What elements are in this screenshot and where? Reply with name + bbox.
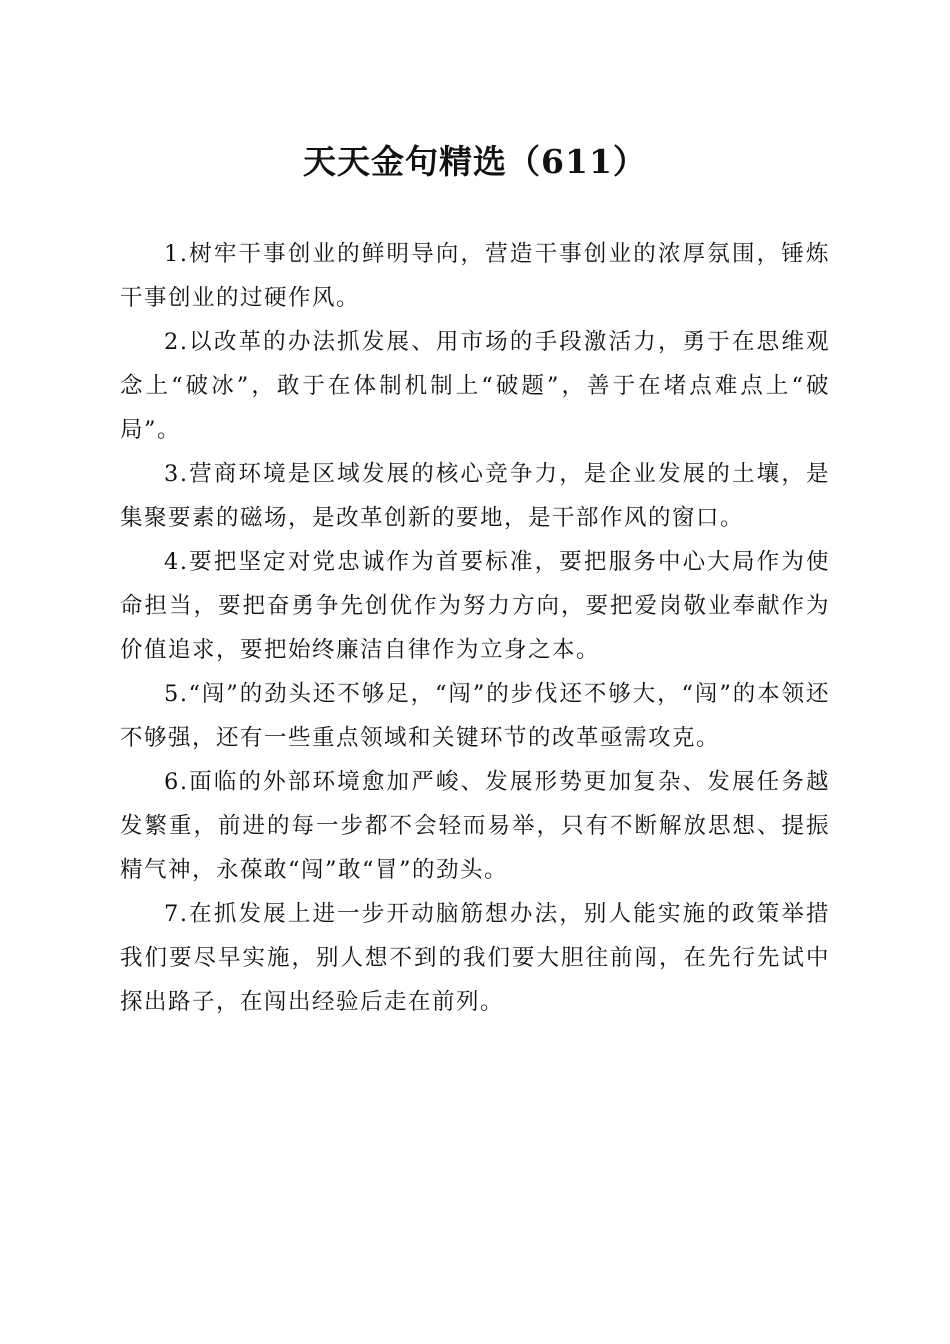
paragraph-1: 1.树牢干事创业的鲜明导向，营造干事创业的浓厚氛围，锤炼干事创业的过硬作风。 xyxy=(120,241,830,311)
paragraph-7: 7.在抓发展上进一步开动脑筋想办法，别人能实施的政策举措我们要尽早实施，别人想不到的我们要大胆往前闯，在先行先试中探出路子，在闯出经验后走在前列。 xyxy=(120,901,830,1015)
paragraph-2: 2.以改革的办法抓发展、用市场的手段激活力，勇于在思维观念上“破冰”，敢于在体制机制上“破题”，善于在堵点难点上“破局”。 xyxy=(120,329,830,443)
document-body xyxy=(120,232,830,1024)
document-title: 天天金句精选（611） xyxy=(303,142,647,181)
paragraph-5: 5.“闯”的劲头还不够足，“闯”的步伐还不够大，“闯”的本领还不够强，还有一些重点领域和关键环节的改革亟需攻克。 xyxy=(120,681,830,751)
paragraph-6: 6.面临的外部环境愈加严峻、发展形势更加复杂、发展任务越发繁重，前进的每一步都不会轻而易举，只有不断解放思想、提振精气神，永葆敢“闯”敢“冒”的劲头。 xyxy=(120,769,830,883)
paragraph-4: 4.要把坚定对党忠诚作为首要标准，要把服务中心大局作为使命担当，要把奋勇争先创优作为努力方向，要把爱岗敬业奉献作为价值追求，要把始终廉洁自律作为立身之本。 xyxy=(120,549,830,663)
paragraph-3: 3.营商环境是区域发展的核心竞争力，是企业发展的土壤，是集聚要素的磁场，是改革创新的要地，是干部作风的窗口。 xyxy=(120,461,830,531)
